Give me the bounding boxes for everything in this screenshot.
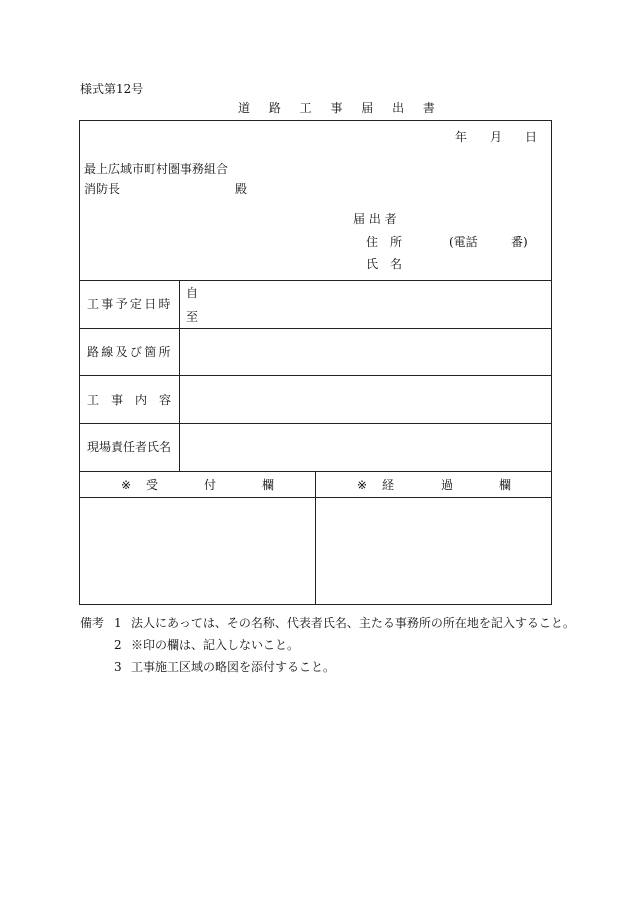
label-column-divider	[179, 280, 180, 471]
reception-char-2: 付	[204, 478, 217, 492]
notes-label: 備考	[80, 616, 105, 630]
date-year: 年	[455, 130, 468, 144]
schedule-label: 工事予定日時	[87, 297, 173, 311]
applicant-label: 届 出 者	[353, 212, 397, 226]
footer-column-divider	[315, 471, 316, 605]
date-month: 月	[490, 130, 503, 144]
route-label: 路線及び箇所	[87, 345, 173, 359]
note-1-text: 法人にあっては、その名称、代表者氏名、主たる事務所の所在地を記入すること。	[131, 616, 575, 630]
note-2-text: ※印の欄は、記入しないこと。	[131, 638, 300, 652]
content-label: 工 事 内 容	[87, 393, 172, 407]
note-3-number: 3	[114, 660, 122, 674]
progress-char-3: 欄	[499, 478, 512, 492]
phone-open: (電話	[449, 235, 478, 249]
document-title: 道 路 工 事 届 出 書	[238, 101, 443, 115]
progress-char-1: 経	[382, 478, 395, 492]
manager-label: 現場責任者氏名	[87, 440, 172, 454]
note-3-text: 工事施工区域の略図を添付すること。	[131, 660, 336, 674]
schedule-from: 自	[186, 286, 199, 300]
address-label: 住 所	[366, 235, 403, 249]
addressee-org: 最上広域市町村圏事務組合	[84, 162, 229, 176]
form-number: 様式第12号	[80, 82, 144, 96]
name-label: 氏 名	[366, 257, 403, 271]
phone-close: 番)	[511, 235, 528, 249]
note-2-number: 2	[114, 638, 122, 652]
reception-char-1: 受	[146, 478, 159, 492]
divider-row-2	[79, 375, 552, 376]
addressee-honorific: 殿	[235, 182, 248, 196]
schedule-to: 至	[186, 310, 199, 324]
divider-row-3	[79, 423, 552, 424]
divider-header	[79, 280, 552, 281]
progress-char-2: 過	[441, 478, 454, 492]
progress-mark: ※	[357, 478, 368, 492]
reception-char-3: 欄	[262, 478, 275, 492]
date-day: 日	[525, 130, 538, 144]
divider-row-1	[79, 328, 552, 329]
reception-mark: ※	[121, 478, 132, 492]
addressee-title: 消防長	[84, 182, 121, 196]
note-1-number: 1	[114, 616, 122, 630]
